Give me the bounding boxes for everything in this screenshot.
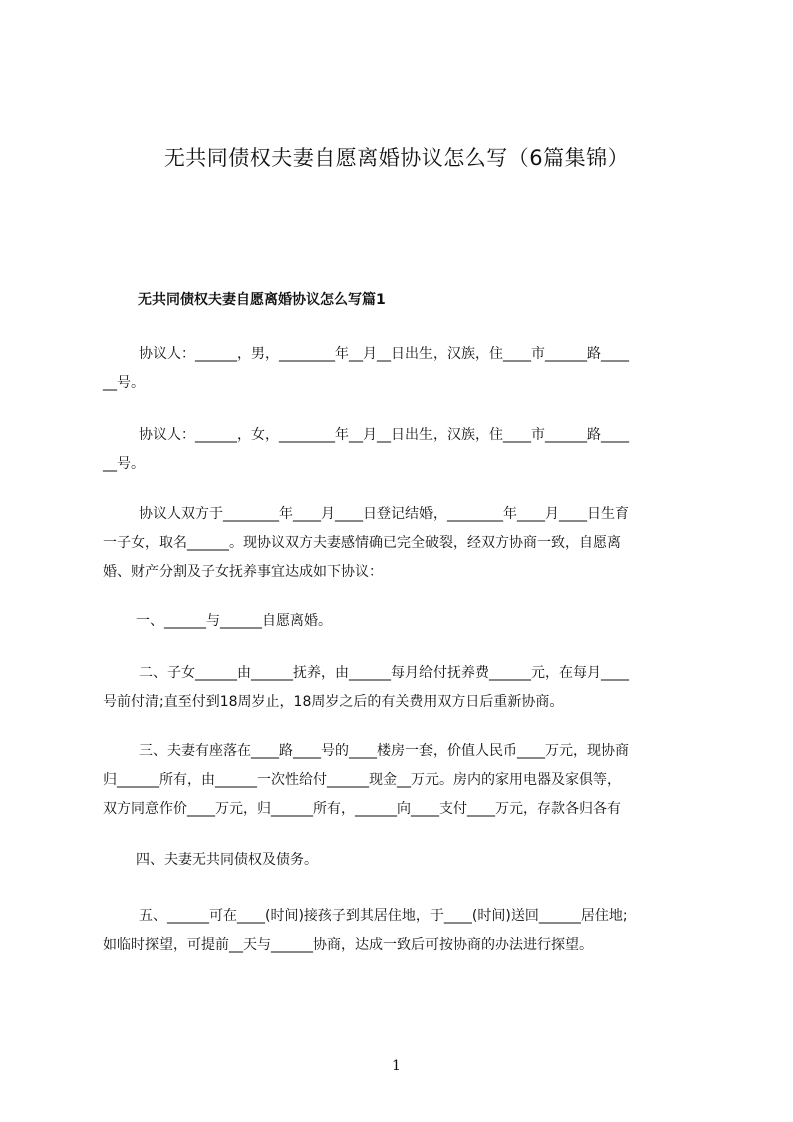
paragraph-6-line-2: 归______所有，由______一次性给付______现金__万元。房内的家用电器及家俱等， [103, 772, 621, 788]
paragraph-3-line-3: 婚、财产分割及子女抚养事宜达成如下协议： [103, 564, 383, 580]
paragraph-2-line-2: __号。 [103, 456, 145, 472]
paragraph-3-line-2: 一子女，取名______。现协议双方夫妻感情确已完全破裂，经双方协商一致，自愿离 [103, 535, 621, 551]
paragraph-5-line-1: 二、子女______由______抚养，由______每月给付抚养费______元，在每月____ [139, 665, 629, 681]
paragraph-7-line-1: 四、夫妻无共同债权及债务。 [136, 852, 318, 868]
paragraph-8-line-2: 如临时探望，可提前__天与______协商，达成一致后可按协商的办法进行探望。 [103, 937, 593, 953]
paragraph-1-line-1: 协议人：______，男，________年__月__日出生，汉族，住____市______路____ [139, 346, 629, 362]
paragraph-6-line-3: 双方同意作价____万元，归______所有，______向____支付____万元，存款各归各有 [103, 801, 621, 817]
paragraph-3-line-1: 协议人双方于________年____月____日登记结婚，________年____月____日生育 [139, 506, 629, 522]
paragraph-1-line-2: __号。 [103, 375, 145, 391]
paragraph-6-line-1: 三、夫妻有座落在____路____号的____楼房一套，价值人民币____万元，现协商 [139, 743, 629, 759]
document-title: 无共同债权夫妻自愿离婚协议怎么写（6篇集锦） [163, 146, 630, 170]
paragraph-2-line-1: 协议人：______，女，________年__月__日出生，汉族，住____市______路____ [139, 427, 629, 443]
paragraph-8-line-1: 五、______可在____(时间)接孩子到其居住地，于____(时间)送回______居住地; [139, 908, 628, 924]
section-heading: 无共同债权夫妻自愿离婚协议怎么写篇1 [138, 292, 386, 308]
page-number: 1 [392, 1058, 401, 1074]
paragraph-5-line-2: 号前付清;直至付到18周岁止，18周岁之后的有关费用双方日后重新协商。 [103, 694, 564, 710]
paragraph-4-line-1: 一、______与______自愿离婚。 [136, 613, 332, 629]
